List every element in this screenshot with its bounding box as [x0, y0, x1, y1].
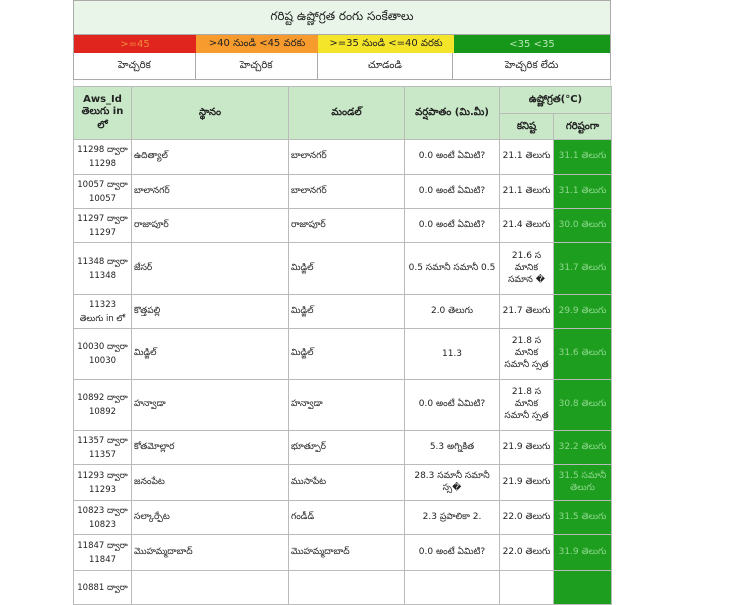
legend-label-normal: హెచ్చరిక లేదు: [504, 60, 559, 71]
cell-location: కొత్తపల్లి: [132, 295, 289, 329]
table-row: [74, 175, 612, 209]
cell-mandal: ముసాపేట: [289, 465, 405, 501]
table-row: [74, 295, 612, 329]
cell-min-temp: 21.9 తెలుగు: [500, 431, 554, 465]
cell-rainfall: 0.0 అంటే ఏమిటి?: [405, 380, 500, 431]
header-aws-id: Aws_Id తెలుగు in లో: [74, 87, 132, 140]
cell-min-temp: 22.0 తెలుగు: [500, 535, 554, 571]
cell-max-temp: 31.9 తెలుగు: [554, 535, 612, 571]
cell-min-temp: 21.4 తెలుగు: [500, 209, 554, 243]
cell-location: [132, 571, 289, 605]
cell-mandal: మొహమ్మదాబాద్: [289, 535, 405, 571]
cell-max-temp: [554, 571, 612, 605]
table-row: [74, 465, 612, 501]
legend-label-high: హెచ్చరిక: [196, 53, 318, 79]
cell-min-temp: 21.9 తెలుగు: [500, 465, 554, 501]
header-temperature: ఉష్ణోగ్రత(°C): [500, 87, 612, 114]
cell-mandal: మిడ్జిల్: [289, 329, 405, 380]
cell-min-temp: 21.8 స మానిక సమానీ స్సత: [500, 329, 554, 380]
cell-mandal: బాలానగర్: [289, 175, 405, 209]
cell-aws-id: 10030 ద్వారా 10030: [74, 329, 132, 380]
table-row: [74, 501, 612, 535]
cell-mandal: హన్వాడా: [289, 380, 405, 431]
cell-max-temp: 31.7 తెలుగు: [554, 243, 612, 295]
weather-table: [73, 86, 612, 605]
table-row: [74, 209, 612, 243]
cell-aws-id: 11298 ద్వారా 11298: [74, 140, 132, 175]
cell-mandal: మిడ్జిల్: [289, 243, 405, 295]
cell-mandal: రాజాపూర్: [289, 209, 405, 243]
header-min-temp: కనిష్ట: [500, 114, 554, 140]
header-rainfall: వర్షపాతం (మి.మీ): [405, 87, 500, 140]
legend-range-moderate: >=35 నుండి <=40 వరకు: [318, 35, 454, 53]
table-row: [74, 571, 612, 605]
page-title: గరిష్ట ఉష్ణోగ్రత రంగు సంకేతాలు: [73, 0, 611, 35]
cell-aws-id: 11847 ద్వారా 11847: [74, 535, 132, 571]
cell-min-temp: [500, 571, 554, 605]
header-max-temp: గరిష్టంగా: [554, 114, 612, 140]
cell-rainfall: 0.5 సమానీ సమానీ 0.5: [405, 243, 500, 295]
cell-min-temp: 21.7 తెలుగు: [500, 295, 554, 329]
cell-max-temp: 31.5 తెలుగు: [554, 501, 612, 535]
cell-rainfall: 0.0 అంటే ఏమిటి?: [405, 175, 500, 209]
cell-min-temp: 21.1 తెలుగు: [500, 175, 554, 209]
cell-location: ఉదిత్యాల్: [132, 140, 289, 175]
legend-range-normal: <35 <35: [454, 35, 610, 53]
table-row: [74, 535, 612, 571]
cell-location: సల్కార్పేట: [132, 501, 289, 535]
cell-max-temp: 30.0 తెలుగు: [554, 209, 612, 243]
cell-location: మిడ్జిల్: [132, 329, 289, 380]
cell-max-temp: 31.6 తెలుగు: [554, 329, 612, 380]
cell-aws-id: 11323 తెలుగు in లో: [74, 295, 132, 329]
cell-min-temp: 22.0 తెలుగు: [500, 501, 554, 535]
cell-location: కోతమోల్లార: [132, 431, 289, 465]
cell-rainfall: 28.3 సమానీ సమానీ స్స�: [405, 465, 500, 501]
cell-max-temp: 32.2 తెలుగు: [554, 431, 612, 465]
cell-location: మొహమ్మదాబాద్: [132, 535, 289, 571]
table-row: [74, 431, 612, 465]
cell-aws-id: 10823 ద్వారా 10823: [74, 501, 132, 535]
table-row: [74, 380, 612, 431]
cell-min-temp: 21.1 తెలుగు: [500, 140, 554, 175]
report-container: [73, 0, 611, 605]
cell-rainfall: 5.3 అగ్నికిత: [405, 431, 500, 465]
cell-location: జనంపేట: [132, 465, 289, 501]
cell-location: హన్వాడా: [132, 380, 289, 431]
color-legend: [73, 35, 611, 53]
cell-rainfall: 0.0 అంటే ఏమిటి?: [405, 140, 500, 175]
legend-labels: [73, 53, 611, 80]
cell-mandal: మిడ్జిల్: [289, 295, 405, 329]
cell-aws-id: 11348 ద్వారా 11348: [74, 243, 132, 295]
cell-aws-id: 11297 ద్వారా 11297: [74, 209, 132, 243]
cell-aws-id: 10057 ద్వారా 10057: [74, 175, 132, 209]
cell-min-temp: 21.8 స మానిక సమానీ స్సత: [500, 380, 554, 431]
table-row: [74, 140, 612, 175]
cell-aws-id: 11293 ద్వారా 11293: [74, 465, 132, 501]
cell-min-temp: 21.6 స మానిక సమాన �: [500, 243, 554, 295]
cell-mandal: బాలానగర్: [289, 140, 405, 175]
table-row: [74, 329, 612, 380]
cell-mandal: భూత్పూర్: [289, 431, 405, 465]
legend-range-high: >40 నుండి <45 వరకు: [196, 35, 318, 53]
cell-location: బాలానగర్: [132, 175, 289, 209]
table-row: [74, 243, 612, 295]
cell-rainfall: [405, 571, 500, 605]
cell-aws-id: 11357 ద్వారా 11357: [74, 431, 132, 465]
cell-aws-id: 10892 ద్వారా 10892: [74, 380, 132, 431]
cell-rainfall: 11.3: [405, 329, 500, 380]
header-location: స్థానం: [132, 87, 289, 140]
cell-location: జేసర్: [132, 243, 289, 295]
cell-max-temp: 31.1 తెలుగు: [554, 175, 612, 209]
cell-mandal: [289, 571, 405, 605]
cell-rainfall: 0.0 అంటే ఏమిటి?: [405, 535, 500, 571]
legend-range-severe: >=45: [74, 35, 196, 53]
cell-aws-id: 10881 ద్వారా: [74, 571, 132, 605]
cell-rainfall: 2.3 ప్రపాలికా 2.: [405, 501, 500, 535]
legend-label-severe: హెచ్చరిక: [74, 53, 196, 79]
cell-rainfall: 0.0 అంటే ఏమిటి?: [405, 209, 500, 243]
cell-max-temp: 31.1 తెలుగు: [554, 140, 612, 175]
cell-max-temp: 30.8 తెలుగు: [554, 380, 612, 431]
cell-max-temp: 31.5 సమానీ తెలుగు: [554, 465, 612, 501]
cell-max-temp: 29.9 తెలుగు: [554, 295, 612, 329]
cell-location: రాజాపూర్: [132, 209, 289, 243]
legend-label-moderate: చూడండి: [318, 53, 454, 79]
cell-mandal: గండీడ్: [289, 501, 405, 535]
cell-rainfall: 2.0 తెలుగు: [405, 295, 500, 329]
header-mandal: మండల్: [289, 87, 405, 140]
